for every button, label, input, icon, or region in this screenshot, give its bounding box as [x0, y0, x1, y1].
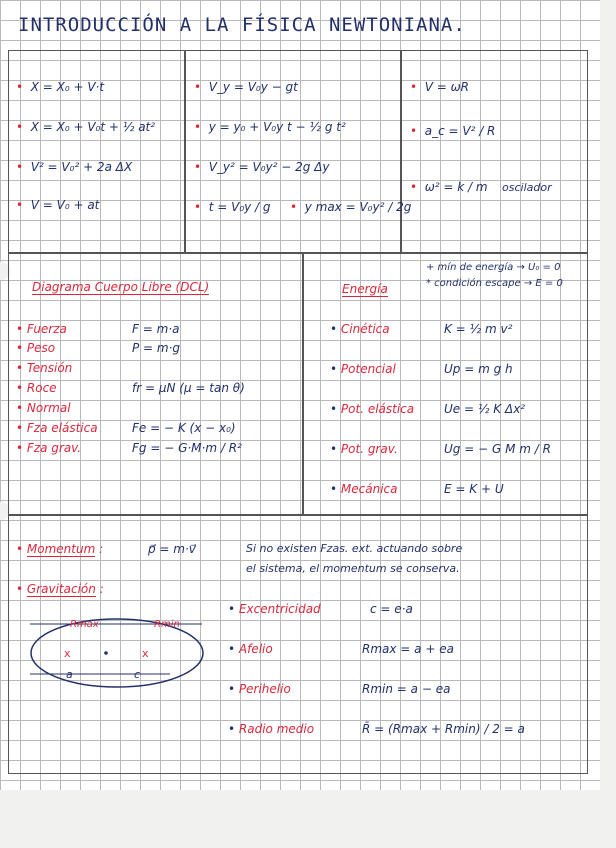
energy-note-escape: * condición escape → E = 0: [426, 278, 563, 289]
energy-label-mecanica: • Mecánica: [330, 482, 398, 496]
formula-velocity: • V = V₀ + at: [16, 198, 100, 212]
formula-tangential-velocity: • V = ωR: [410, 80, 469, 94]
dcl-label-fza-elastica: • Fza elástica: [16, 421, 98, 435]
dcl-heading: Diagrama Cuerpo Libre (DCL): [32, 280, 210, 294]
orbit-diagram: [24, 612, 210, 694]
grav-formula-afelio: Rmax = a + ea: [362, 642, 454, 656]
dcl-label-fza-grav: • Fza grav.: [16, 441, 82, 455]
focus-mark: x: [142, 647, 149, 660]
momentum-heading: • Momentum :: [16, 542, 104, 556]
formula-centripetal: • a_c = V² / R: [410, 124, 496, 138]
energy-formula-cinetica: K = ½ m v²: [444, 322, 513, 336]
dcl-label-normal: • Normal: [16, 401, 71, 415]
divider: [184, 50, 186, 252]
rmax-label: Rmax: [70, 619, 99, 630]
energy-formula-pot-elastica: Ue = ½ K Δx²: [444, 402, 526, 416]
momentum-text-1: Si no existen Fzas. ext. actuando sobre: [246, 542, 463, 555]
energy-formula-potencial: Up = m g h: [444, 362, 513, 376]
dcl-label-roce: • Roce: [16, 381, 57, 395]
energy-label-pot-grav: • Pot. grav.: [330, 442, 398, 456]
dcl-formula-fza-grav: Fg = − G·M·m / R²: [132, 441, 242, 455]
formula-y: • y = y₀ + V₀y t − ½ g t²: [194, 120, 346, 134]
formula-position: • X = X₀ + V·t: [16, 80, 105, 94]
grav-label-perihelio: • Perihelio: [228, 682, 291, 696]
dcl-formula-fza-elastica: Fe = − K (x − x₀): [132, 421, 236, 435]
dcl-formula-roce: fr = μN (μ = tan θ): [132, 381, 245, 395]
formula-vy-squared: • V_y² = V₀y² − 2g Δy: [194, 160, 330, 174]
energy-formula-pot-grav: Ug = − G M m / R: [444, 442, 551, 456]
gravitation-heading: • Gravitación :: [16, 582, 104, 596]
c-label: c: [134, 668, 141, 681]
divider: [400, 50, 402, 252]
grav-formula-perihelio: Rmin = a − ea: [362, 682, 451, 696]
formula-position-accel: • X = X₀ + V₀t + ½ at²: [16, 120, 156, 134]
energy-label-cinetica: • Cinética: [330, 322, 390, 336]
grav-formula-excentricidad: c = e·a: [370, 602, 413, 616]
energy-label-pot-elastica: • Pot. elástica: [330, 402, 415, 416]
dcl-label-peso: • Peso: [16, 341, 56, 355]
momentum-formula: p⃗ = m·v⃗: [148, 542, 196, 556]
divider: [302, 252, 304, 514]
center-point: [104, 651, 108, 655]
grav-formula-radio-medio: R̄ = (Rmax + Rmin) / 2 = a: [362, 722, 525, 736]
rmin-label: Rmin: [154, 619, 180, 630]
focus-mark: x: [64, 647, 71, 660]
formula-velocity-squared: • V² = V₀² + 2a ΔX: [16, 160, 133, 174]
formula-ymax: • y max = V₀y² / 2g: [290, 200, 412, 214]
dcl-formula-peso: P = m·g: [132, 341, 181, 355]
page-title: INTRODUCCIÓN A LA FÍSICA NEWTONIANA.: [18, 14, 466, 36]
momentum-text-2: el sistema, el momentum se conserva.: [246, 562, 460, 575]
a-label: a: [66, 668, 73, 681]
dcl-label-tension: • Tensión: [16, 361, 73, 375]
formula-vy: • V_y = V₀y − gt: [194, 80, 298, 94]
energy-heading: Energía: [342, 282, 388, 296]
dcl-label-fuerza: • Fuerza: [16, 322, 67, 336]
formula-time: • t = V₀y / g: [194, 200, 271, 214]
dcl-formula-fuerza: F = m·a: [132, 322, 180, 336]
grav-label-excentricidad: • Excentricidad: [228, 602, 321, 616]
grav-label-afelio: • Afelio: [228, 642, 273, 656]
oscilador-label: oscilador: [502, 181, 552, 194]
formula-omega: • ω² = k / m: [410, 180, 488, 194]
energy-note-min: + mín de energía → U₀ = 0: [426, 262, 561, 273]
grav-label-radio-medio: • Radio medio: [228, 722, 315, 736]
energy-label-potencial: • Potencial: [330, 362, 396, 376]
energy-formula-mecanica: E = K + U: [444, 482, 504, 496]
